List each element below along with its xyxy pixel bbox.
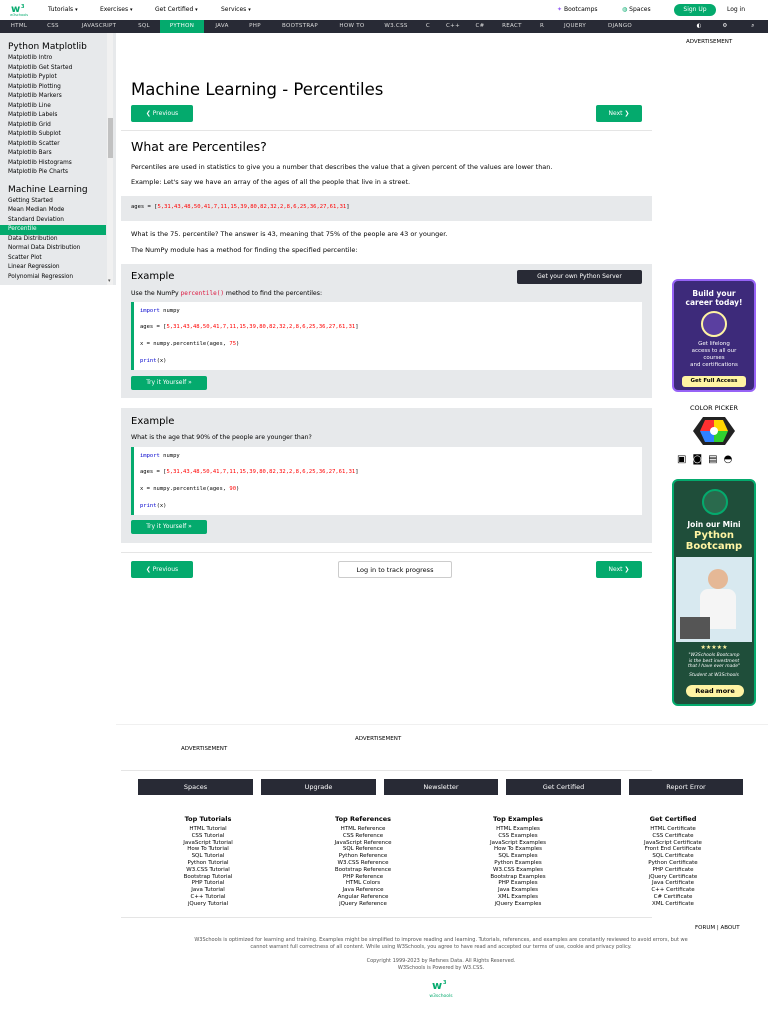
- sidebar-item[interactable]: Standard Deviation: [8, 216, 64, 223]
- separator: |: [716, 925, 719, 931]
- footer-link[interactable]: jQuery Examples: [494, 900, 542, 907]
- bootcamps-label: Bootcamps: [563, 6, 598, 13]
- footer-col-certified: [623, 815, 723, 908]
- spaces-icon: ◍: [622, 6, 628, 13]
- previous-button-bottom[interactable]: ❮ Previous: [131, 561, 193, 578]
- track-progress-button[interactable]: Log in to track progress: [338, 561, 452, 578]
- footer-col-heading: Top Tutorials: [184, 815, 232, 823]
- w3-badge-icon: [701, 311, 727, 337]
- facebook-icon[interactable]: ▣: [677, 454, 693, 465]
- footer-link[interactable]: XML Examples: [497, 893, 539, 900]
- footer-link[interactable]: JavaScript Reference: [334, 839, 392, 846]
- next-button-bottom[interactable]: Next ❯: [596, 561, 642, 578]
- quote-line: is the best investment: [688, 658, 740, 664]
- advertisement-label: ADVERTISEMENT: [355, 736, 402, 742]
- top-header: [0, 0, 768, 20]
- get-full-access-button[interactable]: Get Full Access: [682, 376, 746, 387]
- footer-link[interactable]: Bootstrap Tutorial: [183, 873, 233, 880]
- previous-button[interactable]: ❮ Previous: [131, 105, 193, 122]
- svg-text:3: 3: [21, 4, 25, 10]
- disclaimer: [121, 937, 761, 951]
- menu-exercises[interactable]: [100, 6, 133, 13]
- footer-link[interactable]: HTML Reference: [340, 826, 386, 832]
- advertisement-label: ADVERTISEMENT: [181, 746, 228, 752]
- advertisement-label: ADVERTISEMENT: [686, 39, 733, 45]
- footer-link[interactable]: How To Examples: [493, 846, 542, 853]
- instagram-icon[interactable]: ◙: [692, 454, 709, 465]
- divider: [121, 552, 652, 553]
- footer-link[interactable]: CSS Certificate: [652, 832, 694, 839]
- paragraph: The NumPy module has a method for finding the specified percentile:: [131, 246, 358, 254]
- sidebar-heading: Python Matplotlib: [8, 42, 87, 52]
- sidebar-item[interactable]: Matplotlib Histograms: [8, 159, 72, 166]
- sidebar-heading: Machine Learning: [8, 184, 88, 195]
- paragraph: What is the 75. percentile? The answer is 43, meaning that 75% of the people are 43 or younger.: [131, 230, 448, 238]
- paragraph: Example: Let's say we have an array of the ages of all the people that live in a street.: [131, 178, 411, 186]
- card-line: Join our Mini: [687, 520, 741, 529]
- footer-col-references: [313, 815, 413, 908]
- sidebar-item[interactable]: Percentile: [0, 225, 106, 235]
- card-line: Bootcamp: [685, 541, 743, 552]
- sidebar-item[interactable]: Matplotlib Bars: [8, 150, 52, 156]
- copyright-line: Copyright 1999-2023 by Refsnes Data. All Rights Reserved.: [366, 958, 516, 964]
- linkedin-icon[interactable]: ▤: [708, 454, 724, 465]
- quote-line: that I have ever made": [687, 664, 741, 669]
- disclaimer-line: W3Schools is optimized for learning and training. Examples might be simplified to improve reading and learning. Tutorials, references, and examples are constantly reviewed to avoid errors, but we: [194, 937, 688, 943]
- footer-spaces-button[interactable]: Spaces: [138, 779, 253, 795]
- nav-w3css[interactable]: W3.CSS: [384, 23, 408, 29]
- footer-link[interactable]: SQL Reference: [342, 846, 384, 853]
- card-line: Python: [694, 530, 734, 541]
- sidebar-scroll-thumb[interactable]: [108, 118, 113, 158]
- footer-link[interactable]: Front End Certificate: [644, 846, 702, 853]
- footer-link[interactable]: SQL Examples: [498, 853, 538, 860]
- caret-down-icon: ▾: [130, 7, 133, 13]
- nav-java[interactable]: JAVA: [215, 23, 229, 29]
- try-it-yourself-button[interactable]: Try it Yourself »: [131, 376, 207, 390]
- footer-link[interactable]: W3.CSS Reference: [337, 859, 389, 866]
- sidebar-item[interactable]: Mean Median Mode: [8, 207, 65, 213]
- nav-cpp[interactable]: C++: [446, 23, 460, 29]
- footer-link[interactable]: Java Reference: [342, 887, 384, 894]
- footer-col-heading: Top Examples: [493, 815, 543, 823]
- w3schools-logo[interactable]: [10, 2, 30, 18]
- career-ad-card[interactable]: [672, 279, 756, 392]
- ages-code: ages = [5,31,43,48,50,41,7,11,15,39,80,82,32,2,8,6,25,36,27,61,31]: [131, 204, 350, 210]
- footer-link[interactable]: CSS Tutorial: [191, 832, 225, 839]
- footer-logo-text: w3schools: [429, 994, 453, 999]
- footer-link[interactable]: How To Tutorial: [187, 846, 229, 853]
- get-server-button[interactable]: Get your own Python Server: [517, 270, 642, 284]
- nav-bootstrap[interactable]: BOOTSTRAP: [282, 23, 318, 29]
- footer-link[interactable]: C# Certificate: [653, 893, 693, 900]
- spaces-link[interactable]: [622, 6, 651, 13]
- svg-text:w: w: [11, 4, 21, 15]
- code-snippet: [121, 196, 652, 221]
- card-line: career today!: [685, 298, 743, 307]
- footer-link[interactable]: SQL Tutorial: [191, 853, 225, 860]
- footer-link[interactable]: Python Examples: [494, 859, 542, 866]
- card-line: access to all our: [691, 348, 737, 354]
- example-code-2: import numpy ages = [5,31,43,48,50,41,7,11,15,39,80,82,32,2,8,6,25,36,27,61,31] x = numpy.percentile(ages, 90) print(x): [131, 447, 642, 515]
- color-picker-label: COLOR PICKER: [689, 404, 738, 412]
- footer-link[interactable]: C++ Tutorial: [190, 893, 226, 900]
- footer-col-heading: Top References: [335, 815, 391, 823]
- section-heading: What are Percentiles?: [131, 139, 267, 154]
- footer-link[interactable]: Python Certificate: [648, 859, 698, 866]
- footer-link[interactable]: jQuery Tutorial: [187, 900, 229, 907]
- example-description: Use the NumPy percentile() method to find the percentiles:: [131, 290, 323, 297]
- card-line: Get lifelong: [698, 341, 730, 347]
- footer-link[interactable]: HTML Colors: [345, 880, 381, 887]
- menu-get-certified[interactable]: [155, 6, 198, 13]
- caret-down-icon: ▾: [195, 7, 198, 13]
- sidebar-item[interactable]: Matplotlib Scatter: [8, 140, 60, 147]
- footer-col-examples: [468, 815, 568, 908]
- discord-icon[interactable]: ◓: [723, 454, 739, 465]
- footer-link[interactable]: Bootstrap Examples: [490, 873, 546, 880]
- footer-link[interactable]: Java Certificate: [652, 880, 694, 887]
- footer-link[interactable]: JavaScript Certificate: [644, 839, 702, 846]
- language-nav: [0, 20, 768, 33]
- divider: [121, 917, 652, 918]
- sidebar: [0, 33, 116, 285]
- footer-link[interactable]: XML Certificate: [652, 900, 694, 907]
- sidebar-item[interactable]: Matplotlib Grid: [8, 121, 51, 128]
- login-button[interactable]: Log in: [720, 4, 752, 16]
- nav-jquery[interactable]: JQUERY: [563, 23, 587, 29]
- footer-link[interactable]: jQuery Certificate: [648, 873, 698, 880]
- caret-down-icon: ▾: [248, 7, 251, 13]
- divider: [121, 770, 652, 771]
- menu-label: Services: [221, 6, 247, 13]
- nav-django[interactable]: DJANGO: [607, 23, 633, 29]
- student-photo: [676, 557, 752, 642]
- quote-line: Student at W3Schools: [689, 672, 739, 678]
- footer-get-certified-button[interactable]: Get Certified: [506, 779, 621, 795]
- scroll-down-icon[interactable]: ▾: [108, 278, 111, 284]
- sidebar-scrollbar[interactable]: [107, 33, 113, 285]
- sidebar-item[interactable]: Linear Regression: [8, 264, 60, 270]
- sidebar-item[interactable]: Matplotlib Get Started: [8, 64, 73, 71]
- nav-python[interactable]: PYTHON: [160, 20, 204, 33]
- settings-icon[interactable]: ⚙: [722, 23, 728, 29]
- about-link[interactable]: ABOUT: [720, 925, 740, 931]
- footer-link[interactable]: PHP Certificate: [652, 866, 694, 873]
- footer-link[interactable]: jQuery Reference: [339, 900, 387, 907]
- sidebar-item[interactable]: Matplotlib Line: [8, 102, 51, 109]
- bootcamp-icon: ✦: [557, 6, 563, 13]
- example-heading: Example: [131, 271, 175, 282]
- sidebar-item[interactable]: Matplotlib Pyplot: [8, 74, 57, 80]
- footer-link[interactable]: JavaScript Tutorial: [183, 839, 233, 846]
- footer-link[interactable]: CSS Examples: [498, 832, 538, 839]
- footer-link[interactable]: Bootstrap Reference: [334, 866, 392, 873]
- paragraph: Percentiles are used in statistics to give you a number that describes the value that a given percent of the values are lower than.: [131, 163, 553, 171]
- footer-link[interactable]: W3.CSS Tutorial: [186, 866, 230, 873]
- card-line: Build your: [692, 289, 736, 298]
- sidebar-item[interactable]: Matplotlib Subplot: [8, 131, 61, 137]
- nav-javascript[interactable]: JAVASCRIPT: [81, 23, 117, 29]
- svg-text:3: 3: [443, 980, 447, 986]
- rating-stars: ★★★★★: [700, 644, 728, 651]
- nav-react[interactable]: REACT: [502, 23, 522, 29]
- quote-line: "W3Schools Bootcamp: [688, 653, 740, 658]
- footer-col-heading: Get Certified: [649, 815, 697, 823]
- divider: [116, 724, 768, 725]
- footer-link[interactable]: HTML Certificate: [650, 826, 696, 832]
- bootcamp-ad-card[interactable]: [672, 479, 756, 706]
- footer-link[interactable]: PHP Reference: [342, 873, 384, 880]
- footer-newsletter-button[interactable]: Newsletter: [384, 779, 498, 795]
- card-line: and certifications: [690, 362, 738, 368]
- sidebar-item[interactable]: Matplotlib Markers: [8, 93, 62, 99]
- footer-link[interactable]: W3.CSS Examples: [493, 866, 543, 873]
- footer-link[interactable]: Angular Reference: [337, 893, 389, 900]
- sidebar-item[interactable]: Data Distribution: [8, 235, 58, 242]
- color-picker-icon[interactable]: [692, 416, 736, 450]
- svg-text:w: w: [432, 979, 443, 992]
- caret-down-icon: ▾: [75, 7, 78, 13]
- nav-c[interactable]: C: [425, 23, 431, 29]
- example-code-1: import numpy ages = [5,31,43,48,50,41,7,11,15,39,80,82,32,2,8,6,25,36,27,61,31] x = numpy.percentile(ages, 75) print(x): [131, 302, 642, 370]
- powered-line: W3Schools is Powered by W3.CSS.: [397, 965, 485, 971]
- try-it-yourself-button[interactable]: Try it Yourself »: [131, 520, 207, 534]
- footer-link[interactable]: HTML Examples: [496, 826, 540, 832]
- bootcamps-link[interactable]: [557, 6, 598, 13]
- footer-logo[interactable]: [428, 977, 454, 997]
- nav-php[interactable]: PHP: [249, 23, 261, 29]
- signup-button[interactable]: Sign Up: [674, 4, 716, 16]
- example-heading: Example: [131, 416, 175, 427]
- footer-link[interactable]: PHP Examples: [498, 880, 538, 887]
- nav-html[interactable]: HTML: [10, 23, 28, 29]
- sidebar-item[interactable]: Scatter Plot: [8, 254, 42, 261]
- nav-sql[interactable]: SQL: [138, 23, 150, 29]
- nav-csharp[interactable]: C#: [475, 23, 485, 29]
- footer-report-error-button[interactable]: Report Error: [629, 779, 743, 795]
- sidebar-item[interactable]: Matplotlib Plotting: [8, 83, 61, 90]
- footer-link[interactable]: JavaScript Examples: [489, 839, 547, 846]
- nav-r[interactable]: R: [539, 23, 545, 29]
- sidebar-item[interactable]: Matplotlib Pie Charts: [8, 169, 69, 175]
- spaces-label: Spaces: [629, 6, 651, 13]
- logo-text: w3schools: [10, 13, 29, 17]
- footer-upgrade-button[interactable]: Upgrade: [261, 779, 376, 795]
- sidebar-item[interactable]: Matplotlib Labels: [8, 112, 58, 118]
- forum-link[interactable]: FORUM: [695, 925, 716, 931]
- next-button[interactable]: Next ❯: [596, 105, 642, 122]
- divider: [121, 130, 652, 131]
- page-title: Machine Learning - Percentiles: [131, 80, 384, 99]
- sidebar-item[interactable]: Polynomial Regression: [8, 273, 74, 280]
- example-description: What is the age that 90% of the people are younger than?: [131, 434, 312, 441]
- footer-col-tutorials: [158, 815, 258, 908]
- footer-link[interactable]: Java Examples: [497, 887, 539, 894]
- footer-link[interactable]: C++ Certificate: [651, 887, 695, 894]
- footer-link[interactable]: CSS Reference: [342, 832, 384, 839]
- copyright: [121, 958, 761, 972]
- footer-link[interactable]: Python Reference: [338, 853, 388, 860]
- read-more-button[interactable]: Read more: [686, 685, 744, 697]
- menu-label: Get Certified: [155, 6, 194, 13]
- sidebar-item[interactable]: Getting Started: [8, 197, 53, 204]
- disclaimer-line: cannot warrant full correctness of all content. While using W3Schools, you agree to have read and accepted our terms of use, cookie and privacy policy.: [250, 944, 632, 950]
- w3-badge-icon: [702, 489, 728, 515]
- nav-css[interactable]: CSS: [47, 23, 59, 29]
- menu-tutorials[interactable]: [48, 6, 78, 13]
- footer-link[interactable]: SQL Certificate: [652, 853, 694, 860]
- sidebar-item[interactable]: Normal Data Distribution: [8, 245, 81, 251]
- sidebar-item[interactable]: Matplotlib Intro: [8, 55, 53, 61]
- footer-link[interactable]: HTML Tutorial: [189, 826, 227, 832]
- footer-link[interactable]: Java Tutorial: [191, 887, 225, 894]
- menu-services[interactable]: [221, 6, 251, 13]
- menu-label: Tutorials: [48, 6, 74, 13]
- footer-link[interactable]: PHP Tutorial: [191, 880, 225, 887]
- footer-links: [695, 925, 740, 931]
- menu-label: Exercises: [100, 6, 129, 13]
- social-icons: [677, 454, 738, 465]
- nav-howto[interactable]: HOW TO: [339, 23, 365, 29]
- dark-mode-icon[interactable]: ◐: [696, 23, 702, 29]
- footer-link[interactable]: Python Tutorial: [187, 859, 229, 866]
- search-icon[interactable]: ⌕: [751, 23, 755, 29]
- card-line: courses: [703, 355, 725, 361]
